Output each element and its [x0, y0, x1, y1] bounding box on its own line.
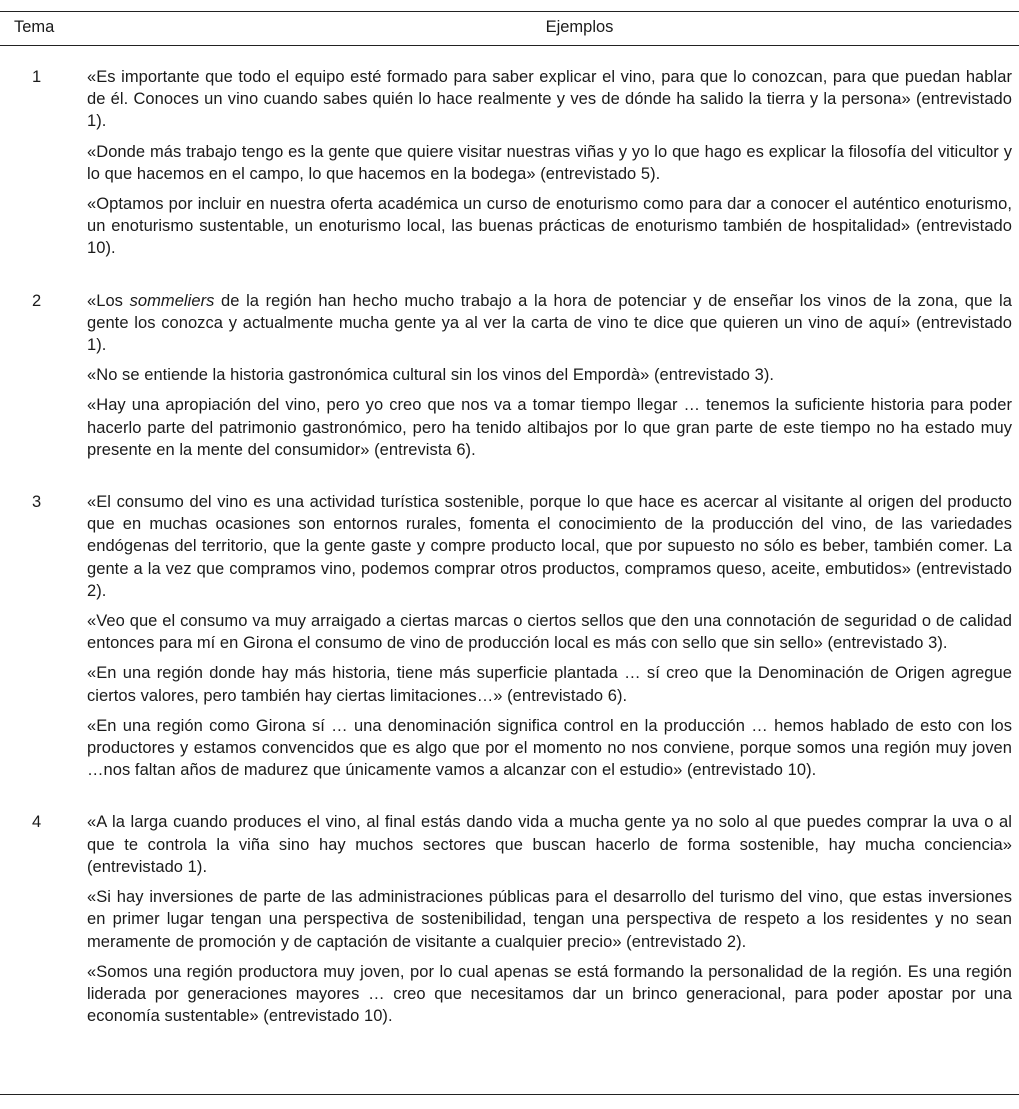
- example-quote: «Si hay inversiones de parte de las administraciones públicas para el desarrollo del turismo del vino, que estas inversiones en primer lugar tengan una perspectiva de sostenibilidad, tengan una perspectiva de respeto a los residentes y no sean meramente de promoción y de captación de visitante a cualquier precio» (entrevistado 2).: [87, 888, 1012, 951]
- table-body: [0, 66, 1019, 1057]
- example-quote: «En una región donde hay más historia, tiene más superficie plantada … sí creo que la Denominación de Origen agregue ciertos valores, pero también hay ciertas limitaciones…» (entrevistado 6).: [87, 664, 1012, 705]
- examples-cell: [87, 491, 1012, 781]
- example-quote: «Somos una región productora muy joven, por lo cual apenas se está formando la personalidad de la región. Es una región liderada por generaciones mayores … creo que necesitamos dar un brinco generacional, para poder apostar por una economía sustentable» (entrevistado 10).: [87, 962, 1012, 1026]
- table-row: [0, 290, 1019, 461]
- example-quote: «Veo que el consumo va muy arraigado a ciertas marcas o ciertos sellos que den una connotación de seguridad o de calidad entonces para mí en Girona el consumo de vino de producción local es más con sello que sin sello» (entrevistado 3).: [87, 612, 1012, 653]
- quote-text: de la región han hecho mucho trabajo a la hora de potenciar y de enseñar los vinos de la zona, que la gente los conozca y actualmente mucha gente ya al ver la carta de vino te dice que quieren un vino de aquí» (entrevistado 1).: [87, 291, 1012, 355]
- examples-cell: [87, 290, 1012, 461]
- example-quote: «Optamos por incluir en nuestra oferta académica un curso de enoturismo como para dar a conocer el auténtico enoturismo, un enoturismo sustentable, un enoturismo local, las buenas prácticas de enoturismo también de hospitalidad» (entrevistado 10).: [87, 195, 1012, 258]
- example-quote: «No se entiende la historia gastronómica cultural sin los vinos del Empordà» (entrevistado 3).: [87, 366, 775, 385]
- tema-number: 2: [32, 291, 42, 310]
- table-row: [0, 66, 1019, 260]
- example-quote: «Es importante que todo el equipo esté formado para saber explicar el vino, para que lo conozcan, para que puedan hablar de él. Conoces un vino cuando sabes quién lo hace realmente y ves de dónde ha salido la tierra y la persona» (entrevistado 1).: [87, 68, 1012, 131]
- column-header-ejemplos: Ejemplos: [545, 18, 614, 36]
- examples-cell: [87, 66, 1012, 260]
- tema-number: 3: [32, 493, 42, 512]
- table-top-rule: [0, 11, 1019, 12]
- tema-number: 1: [32, 68, 42, 86]
- quote-italic-term: sommeliers: [129, 291, 215, 310]
- examples-cell: [87, 811, 1012, 1027]
- example-quote: «Hay una apropiación del vino, pero yo creo que nos va a tomar tiempo llegar … tenemos la suficiente historia para poder hacerlo parte del patrimonio gastronómico, pero ha tenido altibajos por lo que gran parte de este tiempo no ha estado muy presente en la mente del consumidor» (entrevista 6).: [87, 396, 1012, 459]
- example-quote: «A la larga cuando produces el vino, al final estás dando vida a mucha gente ya no solo al que puedes comprar la uva o al que te controla la viña sino hay muchos sectores que buscan hacerlo de forma sostenible, hay mucha conciencia» (entrevistado 1).: [87, 813, 1012, 876]
- example-quote: «En una región como Girona sí … una denominación significa control en la producción … hemos hablado de esto con los productores y estamos convencidos que es algo que por el momento no nos conviene, porque somos una región muy joven …nos faltan años de madurez que únicamente vamos a alcanzar con el estudio» (entrevistado 10).: [87, 716, 1012, 780]
- tema-number: 4: [32, 813, 42, 832]
- table-row: [0, 811, 1019, 1027]
- column-header-tema: Tema: [14, 18, 55, 36]
- example-quote: «Donde más trabajo tengo es la gente que quiere visitar nuestras viñas y yo lo que hago es explicar la filosofía del viticultor y lo que hacemos en el campo, lo que hacemos en la bodega» (entrevistado 5).: [87, 142, 1012, 183]
- quote-text: «Los: [87, 291, 130, 310]
- example-quote: «El consumo del vino es una actividad turística sostenible, porque lo que hace es acercar al visitante al origen del producto que en muchas ocasiones son entornos rurales, fomenta el conocimiento de la producción del vino, de las variedades endógenas del territorio, que la gente gaste y compre producto local, que por supuesto no sólo es beber, también comer. La gente a la vez que compramos vino, podemos comprar otros productos, compramos queso, aceite, embutidos» (entrevistado 2).: [87, 493, 1012, 600]
- table-row: [0, 491, 1019, 781]
- example-quote: [87, 290, 1012, 357]
- header-separator-rule: [0, 45, 1019, 46]
- table-bottom-rule: [0, 1094, 1019, 1095]
